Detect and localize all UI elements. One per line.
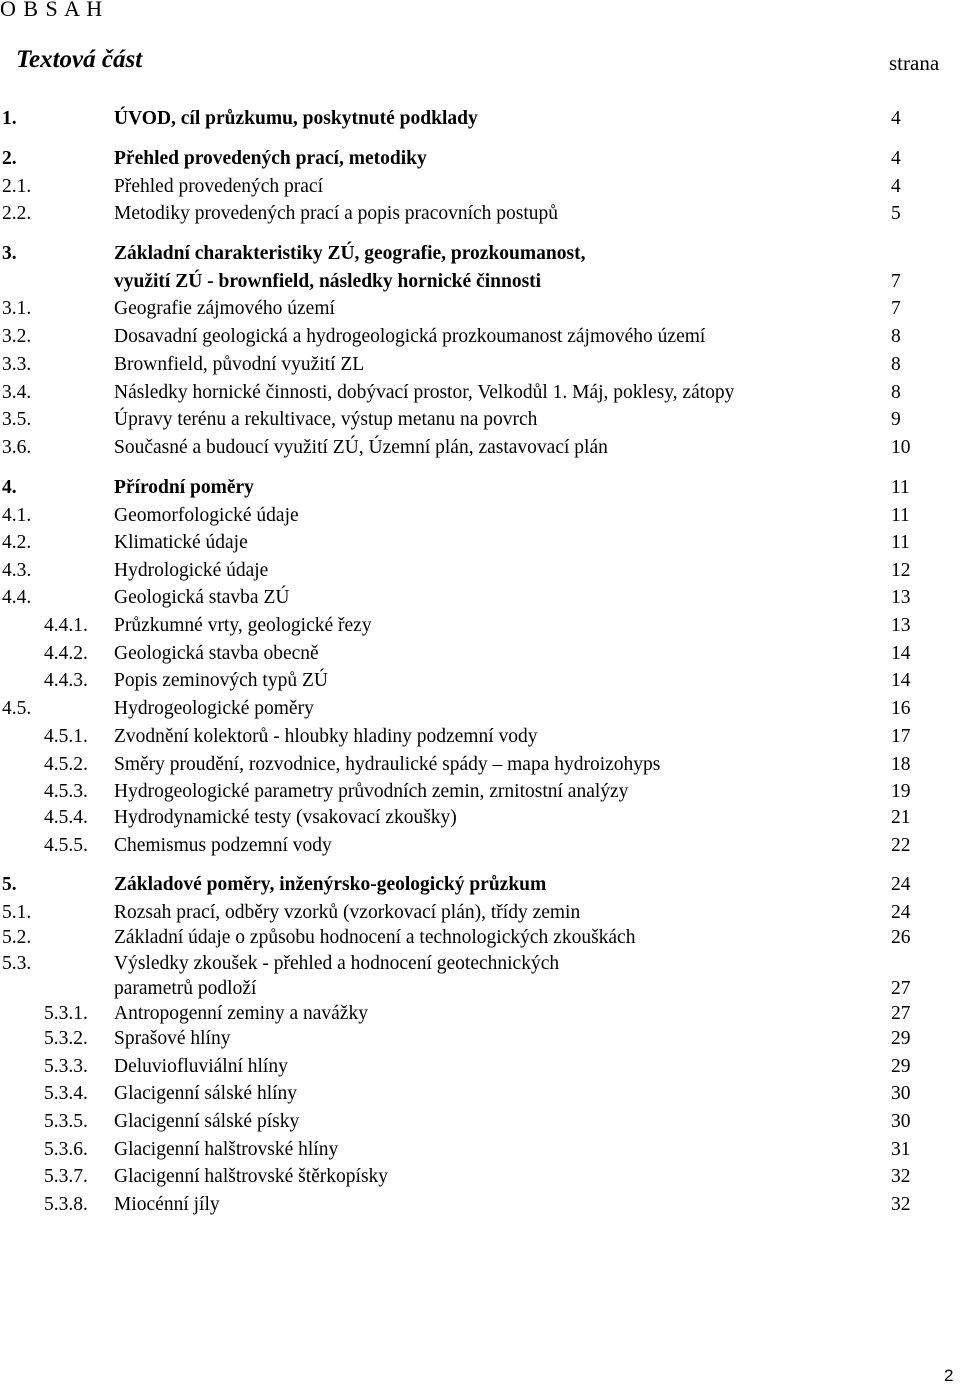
- toc-entry-page: 4: [891, 148, 901, 169]
- toc-entry-title: využití ZÚ - brownfield, následky hornické činnosti: [114, 271, 542, 292]
- toc-entry-title: Základní údaje o způsobu hodnocení a technologických zkouškách: [114, 927, 636, 948]
- toc-entry-title: Hydrologické údaje: [114, 560, 269, 581]
- toc-entry-number: 5.3.4.: [44, 1083, 88, 1104]
- toc-entry-number: 1.: [2, 108, 17, 129]
- toc-entry-page: 32: [891, 1166, 911, 1187]
- toc-entry-title: Glacigenní halštrovské štěrkopísky: [114, 1166, 389, 1187]
- toc-entry-number: 3.5.: [2, 409, 32, 430]
- toc-entry: [0, 697, 960, 721]
- toc-entry: [0, 531, 960, 555]
- toc-entry: [0, 107, 960, 131]
- toc-entry: [0, 408, 960, 432]
- toc-entry-page: 8: [891, 382, 901, 403]
- toc-entry-number: 4.5.: [2, 698, 32, 719]
- toc-entry: [0, 202, 960, 226]
- toc-entry: [0, 270, 960, 294]
- toc-entry-title: Hydrogeologické parametry průvodních zemin, zrnitostní analýzy: [114, 781, 629, 802]
- toc-entry: [0, 1165, 960, 1189]
- toc-entry-page: 14: [891, 670, 911, 691]
- toc-entry-page: 8: [891, 354, 901, 375]
- toc-entry-title: Miocénní jíly: [114, 1194, 220, 1215]
- toc-entry-page: 27: [891, 978, 911, 999]
- toc-entry-title: Metodiky provedených prací a popis pracovních postupů: [114, 203, 559, 224]
- toc-entry-title: Výsledky zkoušek - přehled a hodnocení geotechnických: [114, 953, 560, 974]
- toc-entry-number: 3.4.: [2, 382, 32, 403]
- toc-entry-number: 2.2.: [2, 203, 32, 224]
- toc-entry-title: Geologická stavba obecně: [114, 643, 319, 664]
- toc-entry-page: 9: [891, 409, 901, 430]
- toc-entry-page: 29: [891, 1028, 911, 1049]
- toc-entry-title: Glacigenní sálské písky: [114, 1111, 300, 1132]
- toc-entry-page: 26: [891, 927, 911, 948]
- toc-entry-title: Úpravy terénu a rekultivace, výstup metanu na povrch: [114, 409, 538, 430]
- toc-entry: [0, 901, 960, 925]
- toc-entry: [0, 175, 960, 199]
- toc-entry-page: 4: [891, 176, 901, 197]
- toc-entry: [0, 977, 960, 1001]
- toc-entry-title: Hydrogeologické poměry: [114, 698, 314, 719]
- toc-entry-page: 8: [891, 326, 901, 347]
- toc-entry-number: 5.3.: [2, 953, 32, 974]
- toc-entry: [0, 725, 960, 749]
- toc-entry-number: 5.3.6.: [44, 1139, 88, 1160]
- toc-entry-page: 5: [891, 203, 901, 224]
- toc-entry-page: 10: [891, 437, 911, 458]
- toc-entry-number: 4.1.: [2, 505, 32, 526]
- toc-entry-page: 24: [891, 902, 911, 923]
- toc-entry-title: Geomorfologické údaje: [114, 505, 299, 526]
- toc-entry-page: 11: [891, 532, 910, 553]
- toc-entry: [0, 1055, 960, 1079]
- toc-entry-title: Přehled provedených prací, metodiky: [114, 148, 427, 169]
- toc-entry: [0, 873, 960, 897]
- toc-entry-page: 30: [891, 1083, 911, 1104]
- toc-entry-title: Sprašové hlíny: [114, 1028, 231, 1049]
- toc-entry-page: 32: [891, 1194, 911, 1215]
- toc-entry: [0, 753, 960, 777]
- toc-entry-page: 27: [891, 1003, 911, 1024]
- toc-entry-number: 4.3.: [2, 560, 32, 581]
- toc-entry-page: 18: [891, 754, 911, 775]
- toc-entry-title: Průzkumné vrty, geologické řezy: [114, 615, 372, 636]
- toc-entry-title: Geografie zájmového území: [114, 298, 335, 319]
- toc-entry: [0, 476, 960, 500]
- toc-entry-page: 19: [891, 781, 911, 802]
- toc-entry-page: 24: [891, 874, 911, 895]
- toc-entry-number: 4.4.1.: [44, 615, 88, 636]
- toc-entry: [0, 1002, 960, 1026]
- toc-entry: [0, 325, 960, 349]
- toc-entry-title: Klimatické údaje: [114, 532, 248, 553]
- toc-entry-page: 29: [891, 1056, 911, 1077]
- toc-entry-title: parametrů podloží: [114, 978, 257, 999]
- toc-entry-number: 4.2.: [2, 532, 32, 553]
- toc-entry-page: 11: [891, 477, 910, 498]
- toc-entry-title: Deluviofluviální hlíny: [114, 1056, 288, 1077]
- toc-entry: [0, 297, 960, 321]
- toc-entry: [0, 614, 960, 638]
- toc-entry-number: 2.1.: [2, 176, 32, 197]
- toc-entry-page: 30: [891, 1111, 911, 1132]
- toc-entry-number: 3.: [2, 243, 17, 264]
- toc-entry: [0, 669, 960, 693]
- toc-entry-number: 4.5.1.: [44, 726, 88, 747]
- toc-entry: [0, 1082, 960, 1106]
- toc-entry-page: 7: [891, 298, 901, 319]
- toc-entry: [0, 1138, 960, 1162]
- toc-entry-number: 5.3.1.: [44, 1003, 88, 1024]
- toc-entry-title: Popis zeminových typů ZÚ: [114, 670, 328, 691]
- toc-entry-number: 4.4.3.: [44, 670, 88, 691]
- toc-entry-title: ÚVOD, cíl průzkumu, poskytnuté podklady: [114, 108, 478, 129]
- toc-entry-number: 4.5.2.: [44, 754, 88, 775]
- toc-entry: [0, 926, 960, 950]
- toc-entry-number: 4.: [2, 477, 17, 498]
- toc-entry: [0, 1193, 960, 1217]
- toc-entry-title: Glacigenní sálské hlíny: [114, 1083, 298, 1104]
- section-title: Textová část: [16, 46, 143, 73]
- toc-entry-number: 4.4.2.: [44, 643, 88, 664]
- toc-entry-number: 5.3.7.: [44, 1166, 88, 1187]
- toc-entry-page: 22: [891, 835, 911, 856]
- toc-entry-page: 4: [891, 108, 901, 129]
- toc-entry: [0, 559, 960, 583]
- toc-entry-title: Zvodnění kolektorů - hloubky hladiny podzemní vody: [114, 726, 538, 747]
- toc-entry-title: Současné a budoucí využití ZÚ, Územní plán, zastavovací plán: [114, 437, 608, 458]
- toc-entry-title: Antropogenní zeminy a navážky: [114, 1003, 368, 1024]
- page-number: 2: [944, 1366, 954, 1385]
- toc-entry: [0, 381, 960, 405]
- toc-entry-title: Hydrodynamické testy (vsakovací zkoušky): [114, 807, 457, 828]
- toc-entry-page: 12: [891, 560, 911, 581]
- toc-entry-number: 5.: [2, 874, 17, 895]
- toc-entry-number: 5.3.3.: [44, 1056, 88, 1077]
- toc-entry: [0, 436, 960, 460]
- toc-entry: [0, 242, 960, 266]
- toc-entry-number: 2.: [2, 148, 17, 169]
- toc-entry-number: 3.1.: [2, 298, 32, 319]
- toc-entry-number: 5.2.: [2, 927, 32, 948]
- toc-entry-title: Přírodní poměry: [114, 477, 254, 498]
- toc-entry: [0, 952, 960, 976]
- toc-entry-title: Geologická stavba ZÚ: [114, 587, 290, 608]
- toc-entry-number: 3.3.: [2, 354, 32, 375]
- toc-entry-number: 4.4.: [2, 587, 32, 608]
- toc-entry-title: Následky hornické činnosti, dobývací prostor, Velkodůl 1. Máj, poklesy, zátopy: [114, 382, 735, 403]
- toc-entry: [0, 586, 960, 610]
- toc-entry-number: 3.2.: [2, 326, 32, 347]
- document-heading: O B S A H: [0, 0, 104, 21]
- toc-entry-number: 5.1.: [2, 902, 32, 923]
- toc-entry-title: Brownfield, původní využití ZL: [114, 354, 365, 375]
- toc-entry-title: Rozsah prací, odběry vzorků (vzorkovací plán), třídy zemin: [114, 902, 581, 923]
- toc-entry-number: 4.5.3.: [44, 781, 88, 802]
- toc-entry: [0, 834, 960, 858]
- toc-entry-title: Základové poměry, inženýrsko-geologický průzkum: [114, 874, 547, 895]
- toc-entry-title: Základní charakteristiky ZÚ, geografie, prozkoumanost,: [114, 243, 586, 264]
- toc-entry-page: 16: [891, 698, 911, 719]
- toc-entry-title: Dosavadní geologická a hydrogeologická prozkoumanost zájmového území: [114, 326, 706, 347]
- toc-entry-number: 5.3.2.: [44, 1028, 88, 1049]
- toc-entry: [0, 806, 960, 830]
- toc-entry-page: 31: [891, 1139, 911, 1160]
- toc-entry: [0, 642, 960, 666]
- toc-entry: [0, 780, 960, 804]
- toc-entry-number: 5.3.5.: [44, 1111, 88, 1132]
- toc-entry: [0, 1110, 960, 1134]
- toc-entry: [0, 1027, 960, 1051]
- page-column-label: strana: [889, 51, 940, 75]
- toc-entry-title: Glacigenní halštrovské hlíny: [114, 1139, 339, 1160]
- toc-entry-page: 11: [891, 505, 910, 526]
- toc-entry-number: 4.5.4.: [44, 807, 88, 828]
- toc-entry-page: 21: [891, 807, 911, 828]
- toc-entry-page: 7: [891, 271, 901, 292]
- toc-entry-title: Směry proudění, rozvodnice, hydraulické spády – mapa hydroizohyps: [114, 754, 661, 775]
- toc-entry-page: 14: [891, 643, 911, 664]
- toc-entry: [0, 504, 960, 528]
- toc-entry-number: 3.6.: [2, 437, 32, 458]
- toc-entry-page: 17: [891, 726, 911, 747]
- toc-entry-page: 13: [891, 587, 911, 608]
- toc-entry-page: 13: [891, 615, 911, 636]
- toc-entry: [0, 353, 960, 377]
- toc-entry-number: 4.5.5.: [44, 835, 88, 856]
- toc-entry-number: 5.3.8.: [44, 1194, 88, 1215]
- toc-entry-title: Přehled provedených prací: [114, 176, 323, 197]
- toc-entry-title: Chemismus podzemní vody: [114, 835, 332, 856]
- toc-entry: [0, 147, 960, 171]
